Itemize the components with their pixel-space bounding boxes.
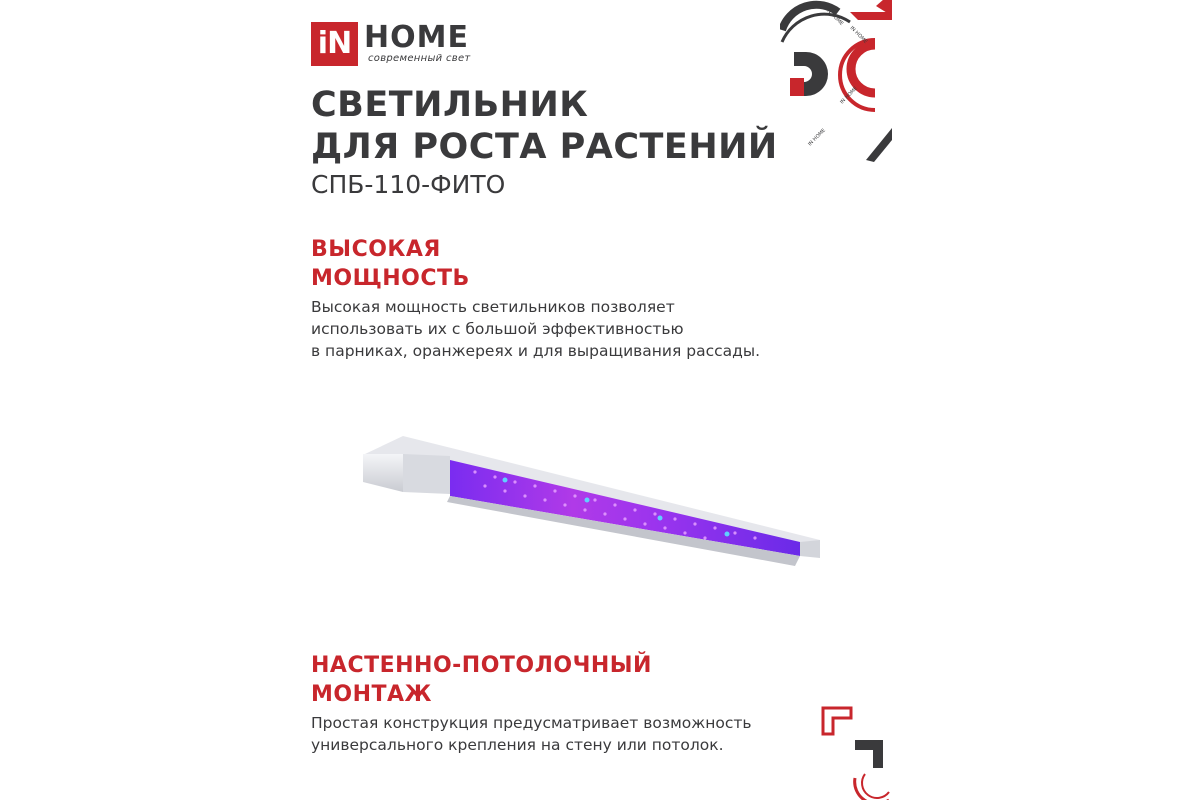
brand-logo [311, 22, 471, 68]
feature-text-line: использовать их с большой эффективностью [311, 320, 684, 338]
decor-stamp-text: IN HOME [848, 25, 869, 45]
feature-heading-line: МОНТАЖ [311, 682, 432, 707]
product-title [311, 84, 778, 168]
decorative-shapes-bottom [815, 700, 895, 800]
feature-heading-power [311, 235, 470, 293]
feature-text-line: универсального крепления на стену или потолок. [311, 736, 724, 754]
square-shape [790, 78, 804, 96]
feature-heading-mounting [311, 651, 652, 709]
decor-stamp-text: IN HOME [824, 7, 845, 27]
feature-text-line: Высокая мощность светильников позволяет [311, 298, 675, 316]
product-model: СПБ-110-ФИТО [311, 170, 506, 199]
logo-box: iN [311, 22, 358, 66]
feature-heading-line: НАСТЕННО-ПОТОЛОЧНЫЙ [311, 653, 652, 678]
lamp-end-right [800, 540, 820, 558]
title-line-2: ДЛЯ РОСТА РАСТЕНИЙ [311, 127, 778, 167]
slash-shape [866, 128, 892, 162]
feature-heading-line: МОЩНОСТЬ [311, 266, 470, 291]
lamp-end-cap [363, 454, 403, 492]
lamp-end-cap-side [403, 454, 450, 494]
feature-text-mounting [311, 712, 752, 756]
logo-word: HOME [364, 20, 469, 55]
grow-lamp-image [355, 430, 825, 580]
feature-text-power [311, 296, 760, 362]
title-line-1: СВЕТИЛЬНИК [311, 85, 589, 125]
feature-heading-line: ВЫСОКАЯ [311, 237, 441, 262]
arc-shape [862, 774, 889, 798]
corner-shape [855, 740, 883, 768]
logo-tagline: современный свет [368, 53, 471, 64]
decor-stamp-text: IN HOME [807, 127, 827, 148]
decor-stamp-text: IN HOME [839, 85, 859, 106]
decorative-shapes-top [780, 0, 892, 165]
feature-text-line: в парниках, оранжереях и для выращивания рассады. [311, 342, 760, 360]
feature-text-line: Простая конструкция предусматривает возможность [311, 714, 752, 732]
corner-shape [823, 708, 851, 734]
bar-shape [850, 12, 892, 20]
